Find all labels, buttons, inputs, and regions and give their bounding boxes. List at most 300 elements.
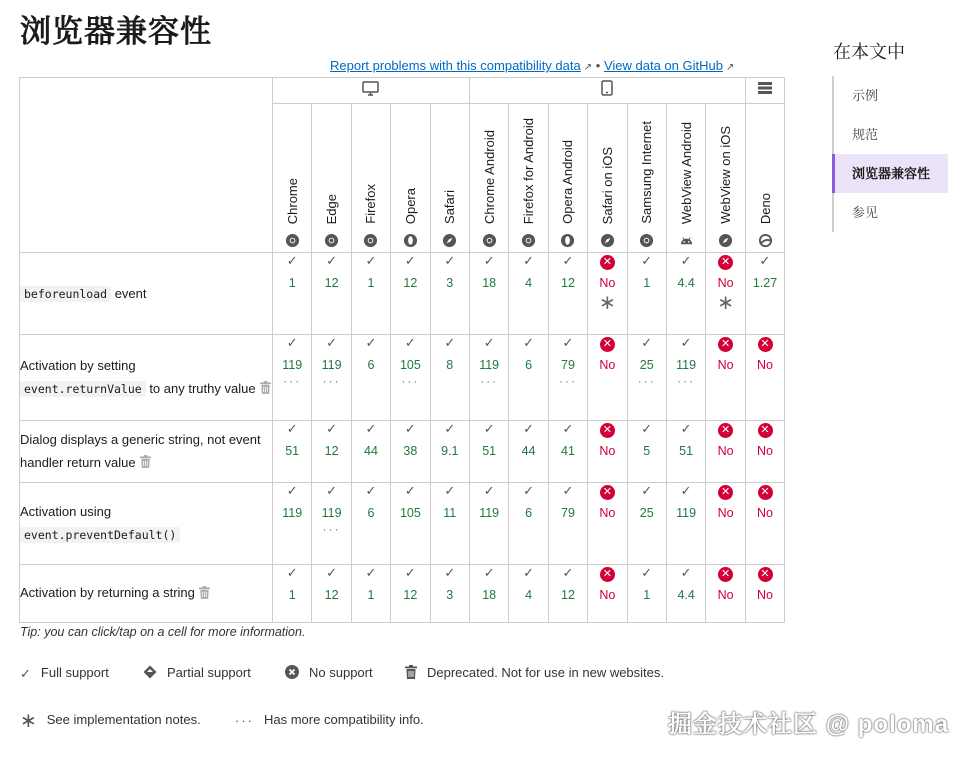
browser-name: Firefox for Android [521,117,537,224]
trash-icon [405,665,417,682]
version-label: No [757,506,773,520]
more-info-icon: ··· [480,374,499,388]
support-cell[interactable] [627,421,666,483]
browser-header [469,104,508,253]
support-cell[interactable] [312,483,351,565]
browser-name: Samsung Internet [639,121,655,224]
browser-name: WebView on iOS [718,126,734,224]
check-icon: ✓ [562,335,574,350]
feature-name [20,565,273,623]
deprecated-trash-icon [199,583,210,606]
version-label: No [757,444,773,458]
check-icon: ✓ [404,483,416,498]
check-icon: ✓ [444,253,456,268]
legend-more-label: Has more compatibility info. [264,712,424,727]
toc-item-compat[interactable]: 浏览器兼容性 [832,154,948,193]
version-label: 44 [521,444,536,458]
version-label: 18 [482,588,497,602]
version-label: 8 [446,358,454,372]
check-icon: ✓ [680,253,692,268]
support-cell[interactable] [706,335,745,421]
desktop-group [273,78,470,104]
version-label: 119 [282,358,303,372]
support-cell[interactable] [745,483,784,565]
support-cell[interactable] [312,335,351,421]
support-cell[interactable] [273,421,312,483]
version-label: 4 [525,276,533,290]
version-label: 1 [288,276,296,290]
version-label: No [599,276,616,290]
feature-name [20,253,273,335]
table-row [20,565,785,623]
check-icon: ✓ [365,565,377,580]
support-cell[interactable] [391,421,430,483]
version-label: 12 [403,588,418,602]
legend-partial [143,665,251,682]
check-icon: ✓ [641,335,653,350]
check-icon: ✓ [326,335,338,350]
check-icon: ✓ [641,483,653,498]
version-label: 6 [525,358,533,372]
version-label: 51 [285,444,300,458]
legend-full-label: Full support [40,665,109,680]
browser-header [509,104,548,253]
support-cell[interactable] [706,421,745,483]
version-label: 119 [321,358,342,372]
more-info-icon: ··· [322,522,341,536]
support-cell[interactable] [469,253,508,335]
support-cell[interactable] [351,253,390,335]
table-row [20,253,785,335]
support-cell[interactable] [430,421,469,483]
feature-code: beforeunload [20,286,111,302]
browser-name: Deno [757,192,773,224]
check-icon: ✓ [286,483,298,498]
feature-header [20,78,273,253]
support-cell[interactable] [588,565,627,623]
no-support-icon: ✕ [758,567,773,582]
check-icon: ✓ [326,253,338,268]
version-label: 51 [679,444,694,458]
support-cell[interactable] [666,335,705,421]
version-label: No [599,444,616,458]
support-cell[interactable] [273,253,312,335]
version-label: No [717,506,734,520]
support-cell[interactable] [588,483,627,565]
support-cell[interactable] [430,253,469,335]
browser-name: Edge [324,193,340,224]
version-label: 44 [364,444,378,458]
support-cell[interactable] [627,483,666,565]
support-cell[interactable] [312,253,351,335]
legend-notes [20,709,201,732]
version-label: 1.27 [752,276,778,290]
check-icon: ✓ [483,253,495,268]
version-label: 4.4 [677,588,695,602]
support-cell[interactable] [469,483,508,565]
table-row [20,335,785,421]
no-support-icon: ✕ [758,485,773,500]
feature-text: Activation using [20,504,112,519]
support-cell[interactable] [627,335,666,421]
tip-text: Tip: you can click/tap on a cell for more information. [20,625,306,639]
browser-name: Opera Android [560,140,576,224]
support-cell[interactable] [588,335,627,421]
check-icon: ✓ [680,335,692,350]
version-label: No [599,506,616,520]
version-label: 3 [446,276,454,290]
browser-name: Safari [442,190,458,224]
support-cell[interactable] [666,565,705,623]
browser-header [666,104,705,253]
legend-partial-label: Partial support [167,665,251,680]
no-support-icon: ✕ [600,485,615,500]
support-cell[interactable] [548,253,587,335]
browser-logo-icon [746,233,784,248]
support-cell[interactable] [469,565,508,623]
version-label: 1 [367,276,375,290]
version-label: 119 [479,506,500,520]
browser-header [351,104,390,253]
support-cell[interactable] [745,335,784,421]
support-cell[interactable] [588,421,627,483]
check-icon: ✓ [680,421,692,436]
support-cell[interactable] [666,253,705,335]
more-info-icon: ··· [558,374,577,388]
link-separator: • [595,58,601,73]
check-icon: ✓ [483,483,495,498]
check-icon: ✓ [20,665,31,681]
check-icon: ✓ [326,565,338,580]
deprecated-trash-icon [140,452,151,475]
browser-logo-icon [628,233,666,248]
check-icon: ✓ [562,421,574,436]
version-label: 6 [367,358,375,372]
browser-name: Opera [402,187,418,224]
more-info-icon: ··· [283,374,302,388]
feature-text: Dialog displays a generic string, not event handler return value [20,431,261,470]
browser-name: WebView Android [678,121,694,224]
external-link-icon: ↗ [725,62,735,73]
support-cell[interactable] [430,335,469,421]
support-cell[interactable] [509,253,548,335]
table-row [20,483,785,565]
asterisk-icon: ∗ [598,292,616,314]
browser-logo-icon [312,233,350,248]
no-support-icon: ✕ [718,423,733,438]
version-label: 6 [367,506,375,520]
browser-name: Chrome Android [481,130,497,224]
compat-table [19,77,785,623]
version-label: 12 [324,444,339,458]
no-support-icon: ✕ [600,337,615,352]
check-icon: ✓ [680,483,692,498]
check-icon: ✓ [444,335,456,350]
version-label: 41 [561,444,575,458]
toc-item-examples[interactable]: 示例 [852,88,879,103]
version-label: 11 [443,506,457,520]
check-icon: ✓ [523,253,535,268]
no-support-icon: ✕ [600,567,615,582]
no-support-icon: ✕ [718,337,733,352]
support-cell[interactable] [509,483,548,565]
support-cell[interactable] [627,253,666,335]
browser-header [706,104,745,253]
version-label: No [717,444,734,458]
version-label: 119 [282,506,303,520]
support-cell[interactable] [430,565,469,623]
check-icon: ✓ [523,335,535,350]
check-icon: ✓ [404,421,416,436]
support-cell[interactable] [391,483,430,565]
more-info-icon: ··· [322,374,341,388]
compat-links [330,58,734,73]
browser-header [273,104,312,253]
feature-text: Activation by setting [20,357,136,373]
version-label: 12 [561,276,575,290]
check-icon: ✓ [365,335,377,350]
browser-logo-icon [352,233,390,248]
check-icon: ✓ [326,421,338,436]
feature-code: event.returnValue [20,381,146,397]
support-cell[interactable] [391,565,430,623]
browser-header [312,104,351,253]
browser-header [627,104,666,253]
support-cell[interactable] [548,483,587,565]
support-cell[interactable] [509,565,548,623]
check-icon: ✓ [523,483,535,498]
feature-name [20,421,273,483]
version-label: No [757,358,773,372]
browser-logo-icon [706,233,744,248]
legend-more [235,712,424,728]
support-cell[interactable] [273,335,312,421]
feature-name [20,483,273,565]
asterisk-icon: ∗ [717,292,734,314]
version-label: 1 [643,588,651,602]
version-label: 4.4 [677,276,695,290]
partial-support-icon [143,665,157,682]
version-label: 1 [643,276,651,290]
support-cell[interactable] [745,421,784,483]
check-icon: ✓ [562,483,574,498]
support-cell[interactable] [509,335,548,421]
more-info-icon: ··· [637,374,656,388]
ellipsis-icon: ··· [235,713,254,729]
version-label: 18 [482,276,497,290]
support-cell[interactable] [588,253,627,335]
browser-logo-icon [509,233,547,248]
report-problems-link[interactable]: Report problems with this compatibility data [330,58,581,73]
support-cell[interactable] [430,483,469,565]
support-cell[interactable] [745,565,784,623]
version-label: 119 [479,358,500,372]
desktop-icon [362,81,379,96]
watermark: 掘金技术社区 @ poloma [668,711,950,738]
check-icon: ✓ [523,565,535,580]
version-label: No [757,588,773,602]
browser-name: Chrome [284,177,300,224]
legend-none [285,665,373,682]
toc-title: 在本文中 [833,42,905,62]
version-label: 1 [288,588,296,602]
version-label: No [717,358,734,372]
legend-deprecated-label: Deprecated. Not for use in new websites. [427,665,665,680]
browser-logo-icon [431,233,469,248]
version-label: No [599,358,616,372]
check-icon: ✓ [404,335,416,350]
no-support-icon: ✕ [600,423,615,438]
check-icon: ✓ [562,565,574,580]
support-cell[interactable] [351,483,390,565]
version-label: 79 [561,358,575,372]
version-label: 5 [643,444,651,458]
support-cell[interactable] [706,565,745,623]
version-label: 38 [403,444,418,458]
page-title: 浏览器兼容性 [20,14,212,49]
check-icon: ✓ [444,565,456,580]
no-support-icon [285,665,299,682]
version-label: 6 [525,506,533,520]
version-label: 119 [321,506,342,520]
browser-header [745,104,784,253]
check-icon: ✓ [404,253,416,268]
browser-logo-icon [549,233,587,248]
no-support-icon: ✕ [758,423,773,438]
support-cell[interactable] [273,483,312,565]
version-label: No [599,588,616,602]
check-icon: ✓ [759,253,771,268]
version-label: 9.1 [441,444,459,458]
version-label: 51 [482,444,497,458]
support-cell[interactable] [351,335,390,421]
version-label: 105 [399,506,421,520]
feature-name [20,335,273,421]
support-cell[interactable] [666,421,705,483]
no-support-icon: ✕ [600,255,615,270]
feature-text-after: event [111,285,147,301]
browser-name: Firefox [363,184,379,224]
support-cell[interactable] [469,421,508,483]
support-cell[interactable] [627,565,666,623]
asterisk-icon: ∗ [20,709,37,732]
check-icon: ✓ [365,253,377,268]
check-icon: ✓ [641,421,653,436]
check-icon: ✓ [286,335,298,350]
support-cell[interactable] [706,483,745,565]
browser-logo-icon [470,233,508,248]
support-cell[interactable] [548,335,587,421]
check-icon: ✓ [286,565,298,580]
check-icon: ✓ [444,483,456,498]
support-cell[interactable] [548,421,587,483]
browser-logo-icon [588,233,626,248]
support-cell[interactable] [351,565,390,623]
browser-logo-icon [273,233,311,248]
version-label: No [717,276,734,290]
support-cell[interactable] [745,253,784,335]
check-icon: ✓ [680,565,692,580]
version-label: No [717,588,734,602]
legend-none-label: No support [309,665,373,680]
support-cell[interactable] [351,421,390,483]
version-label: 119 [676,506,697,520]
version-label: 12 [324,276,339,290]
check-icon: ✓ [483,335,495,350]
support-cell[interactable] [666,483,705,565]
check-icon: ✓ [365,421,377,436]
toc-item-see-also[interactable]: 参见 [852,205,879,220]
browser-header [588,104,627,253]
mobile-icon [601,80,613,96]
browser-logo-icon [391,233,429,248]
toc-nav [832,76,948,232]
version-label: 4 [525,588,533,602]
toc-item-specs[interactable]: 规范 [852,127,879,142]
check-icon: ✓ [286,421,298,436]
feature-text: Activation by returning a string [20,585,195,601]
external-link-icon: ↗ [583,62,593,73]
support-cell[interactable] [509,421,548,483]
legend-notes-label: See implementation notes. [46,712,201,727]
version-label: 105 [399,358,421,372]
check-icon: ✓ [483,421,495,436]
more-info-icon: ··· [401,374,420,388]
version-label: 25 [639,358,654,372]
check-icon: ✓ [562,253,574,268]
browser-header [430,104,469,253]
browser-name: Safari on iOS [599,146,615,224]
deprecated-trash-icon [260,378,271,401]
support-cell[interactable] [469,335,508,421]
support-cell[interactable] [391,335,430,421]
version-label: 12 [561,588,575,602]
no-support-icon: ✕ [718,255,733,270]
version-label: 12 [403,276,418,290]
check-icon: ✓ [286,253,298,268]
check-icon: ✓ [444,421,456,436]
version-label: 25 [639,506,654,520]
check-icon: ✓ [641,565,653,580]
table-row [20,421,785,483]
server-group [745,78,784,104]
legend-full [20,665,109,682]
support-cell[interactable] [273,565,312,623]
support-cell[interactable] [706,253,745,335]
github-link[interactable]: View data on GitHub [603,58,723,73]
check-icon: ✓ [523,421,535,436]
version-label: 3 [446,588,454,602]
version-label: 12 [324,588,339,602]
support-cell[interactable] [548,565,587,623]
no-support-icon: ✕ [758,337,773,352]
support-cell[interactable] [312,565,351,623]
browser-header [391,104,430,253]
browser-header [548,104,587,253]
more-info-icon: ··· [677,374,696,388]
check-icon: ✓ [404,565,416,580]
no-support-icon: ✕ [718,485,733,500]
check-icon: ✓ [483,565,495,580]
version-label: 79 [561,506,575,520]
check-icon: ✓ [326,483,338,498]
legend-deprecated [405,665,664,682]
browser-logo-icon [667,233,705,248]
no-support-icon: ✕ [718,567,733,582]
support-cell[interactable] [391,253,430,335]
version-label: 1 [367,588,375,602]
support-cell[interactable] [312,421,351,483]
